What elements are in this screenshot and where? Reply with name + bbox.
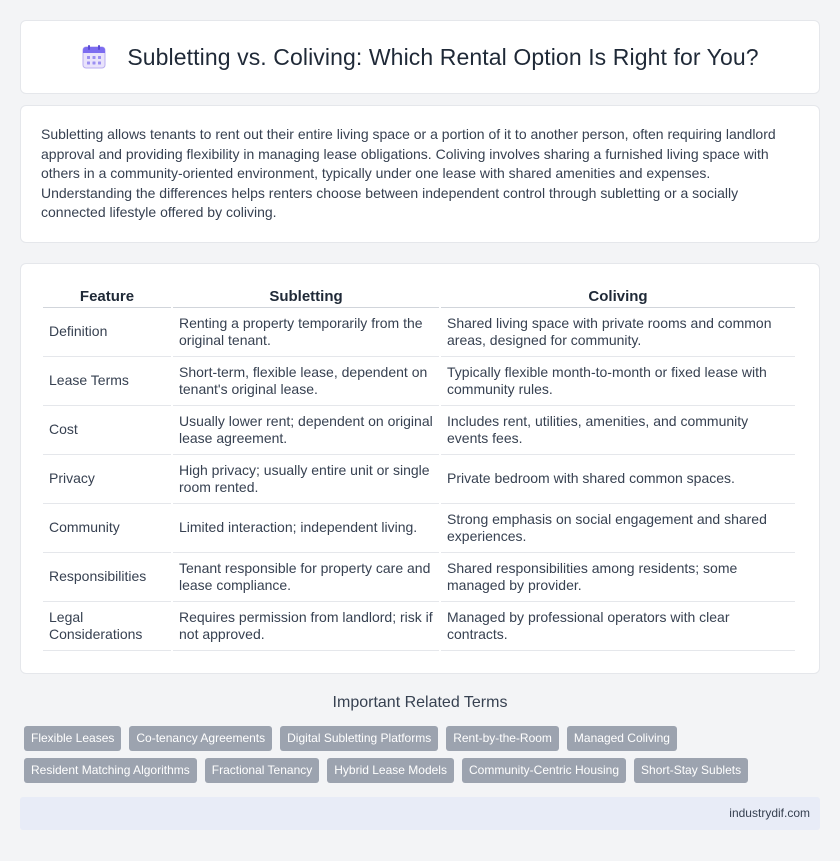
coliving-cell: Typically flexible month-to-month or fixed lease with community rules. bbox=[441, 357, 795, 406]
table-row bbox=[43, 455, 795, 504]
header-subletting: Subletting bbox=[173, 286, 439, 308]
feature-cell: Legal Considerations bbox=[43, 602, 171, 651]
coliving-cell: Private bedroom with shared common spaces. bbox=[441, 455, 795, 504]
footer bbox=[20, 797, 820, 830]
subletting-cell: Limited interaction; independent living. bbox=[173, 504, 439, 553]
tag-managed-coliving[interactable]: Managed Coliving bbox=[567, 726, 677, 751]
coliving-cell: Managed by professional operators with clear contracts. bbox=[441, 602, 795, 651]
table-row bbox=[43, 357, 795, 406]
tag-resident-matching-algorithms[interactable]: Resident Matching Algorithms bbox=[24, 758, 197, 783]
subletting-cell: Requires permission from landlord; risk if not approved. bbox=[173, 602, 439, 651]
comparison-table bbox=[41, 286, 797, 651]
coliving-cell: Includes rent, utilities, amenities, and community events fees. bbox=[441, 406, 795, 455]
coliving-cell: Shared living space with private rooms and common areas, designed for community. bbox=[441, 308, 795, 357]
intro-paragraph: Subletting allows tenants to rent out their entire living space or a portion of it to another person, often requiring landlord approval and providing flexibility in managing lease obligations. Coliving involves sharing a furnished living space with others in a community-oriented environment, typically under one lease with shared amenities and expenses. Understanding the differences helps renters choose between independent control through subletting or a socially connected lifestyle offered by coliving. bbox=[41, 126, 776, 220]
feature-cell: Lease Terms bbox=[43, 357, 171, 406]
tag-digital-subletting-platforms[interactable]: Digital Subletting Platforms bbox=[280, 726, 438, 751]
coliving-cell: Strong emphasis on social engagement and shared experiences. bbox=[441, 504, 795, 553]
tag-short-stay-sublets[interactable]: Short-Stay Sublets bbox=[634, 758, 748, 783]
calendar-icon bbox=[81, 44, 107, 70]
table-row bbox=[43, 602, 795, 651]
subletting-cell: Renting a property temporarily from the original tenant. bbox=[173, 308, 439, 357]
related-terms-title: Important Related Terms bbox=[332, 694, 508, 711]
coliving-cell: Shared responsibilities among residents; some managed by provider. bbox=[441, 553, 795, 602]
intro-card bbox=[20, 105, 820, 243]
table-row bbox=[43, 504, 795, 553]
feature-cell: Cost bbox=[43, 406, 171, 455]
tag-rent-by-the-room[interactable]: Rent-by-the-Room bbox=[446, 726, 559, 751]
related-tags-row-2 bbox=[24, 758, 804, 783]
footer-site-link[interactable]: industrydif.com bbox=[729, 806, 810, 820]
tag-community-centric-housing[interactable]: Community-Centric Housing bbox=[462, 758, 626, 783]
feature-cell: Definition bbox=[43, 308, 171, 357]
header-card bbox=[20, 20, 820, 94]
title-wrap bbox=[81, 44, 758, 71]
related-tags-row-1 bbox=[24, 726, 804, 751]
page-title: Subletting vs. Coliving: Which Rental Option Is Right for You? bbox=[127, 43, 759, 70]
table-row bbox=[43, 406, 795, 455]
feature-cell: Responsibilities bbox=[43, 553, 171, 602]
subletting-cell: Short-term, flexible lease, dependent on tenant's original lease. bbox=[173, 357, 439, 406]
subletting-cell: Tenant responsible for property care and lease compliance. bbox=[173, 553, 439, 602]
table-row bbox=[43, 308, 795, 357]
tag-co-tenancy-agreements[interactable]: Co-tenancy Agreements bbox=[129, 726, 272, 751]
header-coliving: Coliving bbox=[441, 286, 795, 308]
subletting-cell: Usually lower rent; dependent on original lease agreement. bbox=[173, 406, 439, 455]
comparison-table-card bbox=[20, 263, 820, 674]
table-header-row bbox=[43, 286, 795, 308]
feature-cell: Privacy bbox=[43, 455, 171, 504]
feature-cell: Community bbox=[43, 504, 171, 553]
subletting-cell: High privacy; usually entire unit or single room rented. bbox=[173, 455, 439, 504]
table-row bbox=[43, 553, 795, 602]
header-feature: Feature bbox=[43, 286, 171, 308]
tag-hybrid-lease-models[interactable]: Hybrid Lease Models bbox=[327, 758, 454, 783]
tag-flexible-leases[interactable]: Flexible Leases bbox=[24, 726, 121, 751]
tag-fractional-tenancy[interactable]: Fractional Tenancy bbox=[205, 758, 320, 783]
